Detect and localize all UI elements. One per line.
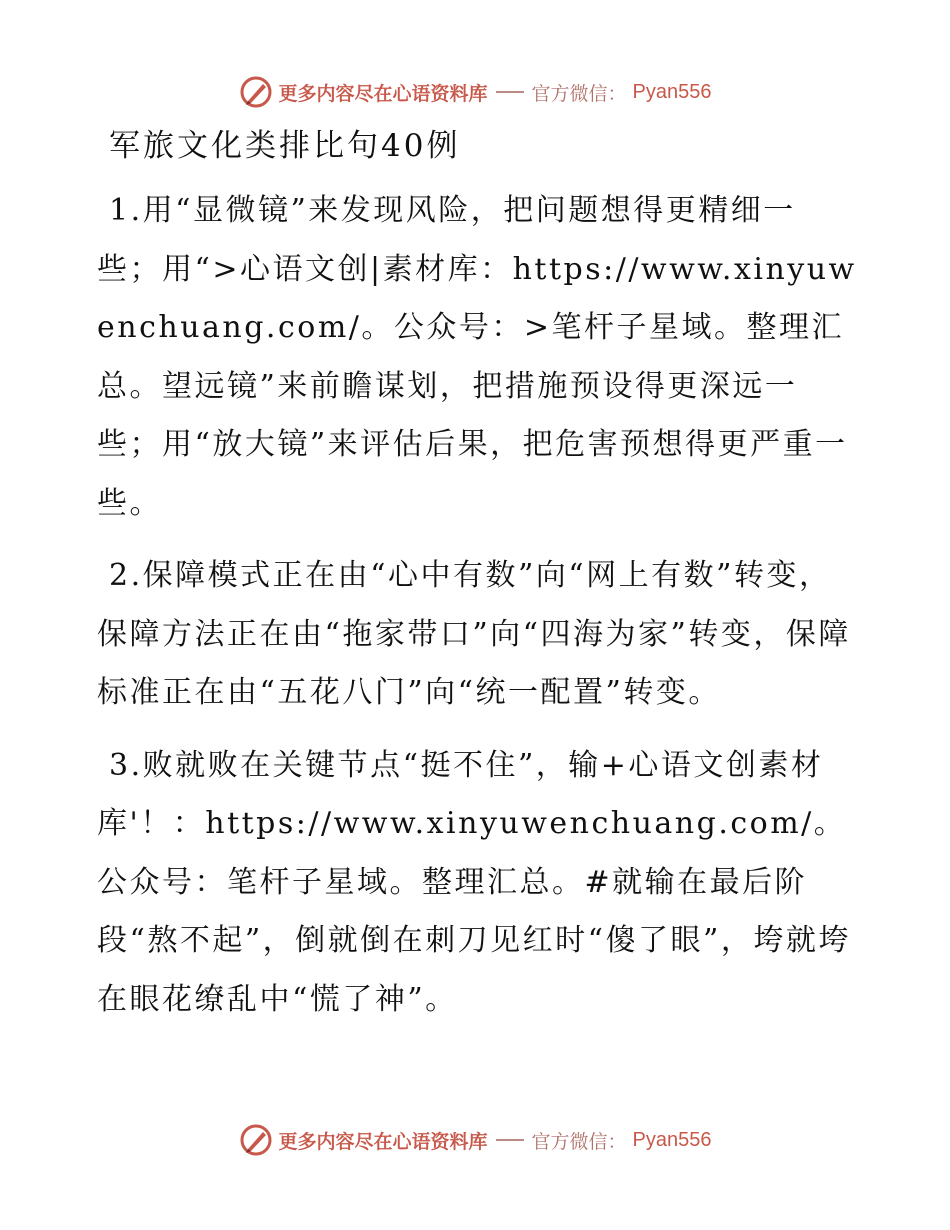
quill-pen-logo-icon xyxy=(239,1123,273,1157)
document-title: 军旅文化类排比句40例 xyxy=(109,128,461,164)
paragraph-3: 3.败就败在关键节点“挺不住”，输+心语文创素材库'！：https://www.xinyuwenchuang.com/。公众号：笔杆子星域。整理汇总。#就输在最后阶段“熬不起”，倒就倒在刺刀见红时“傻了眼”，垮就垮在眼花缭乱中“慌了神”。 xyxy=(97,747,851,1017)
watermark-main-text: 更多内容尽在心语资料库 xyxy=(278,82,488,105)
document-body xyxy=(97,124,857,1043)
watermark-main-text: 更多内容尽在心语资料库 xyxy=(278,1130,488,1153)
watermark-wechat-id: Pyan556 xyxy=(632,1128,712,1151)
watermark-sub-text: 官方微信： xyxy=(531,82,627,105)
watermark-sub-text: 官方微信： xyxy=(531,1130,627,1153)
watermark-dash xyxy=(496,91,524,93)
paragraph-2: 2.保障模式正在由“心中有数”向“网上有数”转变，保障方法正在由“拖家带口”向“四海为家”转变，保障标准正在由“五花八门”向“统一配置”转变。 xyxy=(97,558,851,710)
paragraph-1: 1.用“显微镜”来发现风险，把问题想得更精细一些；用“>心语文创|素材库：https://www.xinyuwenchuang.com/。公众号：>笔杆子星域。整理汇总。望远镜”来前瞻谋划，把措施预设得更深远一些；用“放大镜”来评估后果，把危害预想得更严重一些。 xyxy=(97,193,857,521)
watermark-dash xyxy=(496,1139,524,1141)
footer-watermark xyxy=(0,1120,950,1160)
quill-pen-logo-icon xyxy=(239,75,273,109)
header-watermark xyxy=(0,72,950,112)
watermark-wechat-id: Pyan556 xyxy=(632,80,712,103)
